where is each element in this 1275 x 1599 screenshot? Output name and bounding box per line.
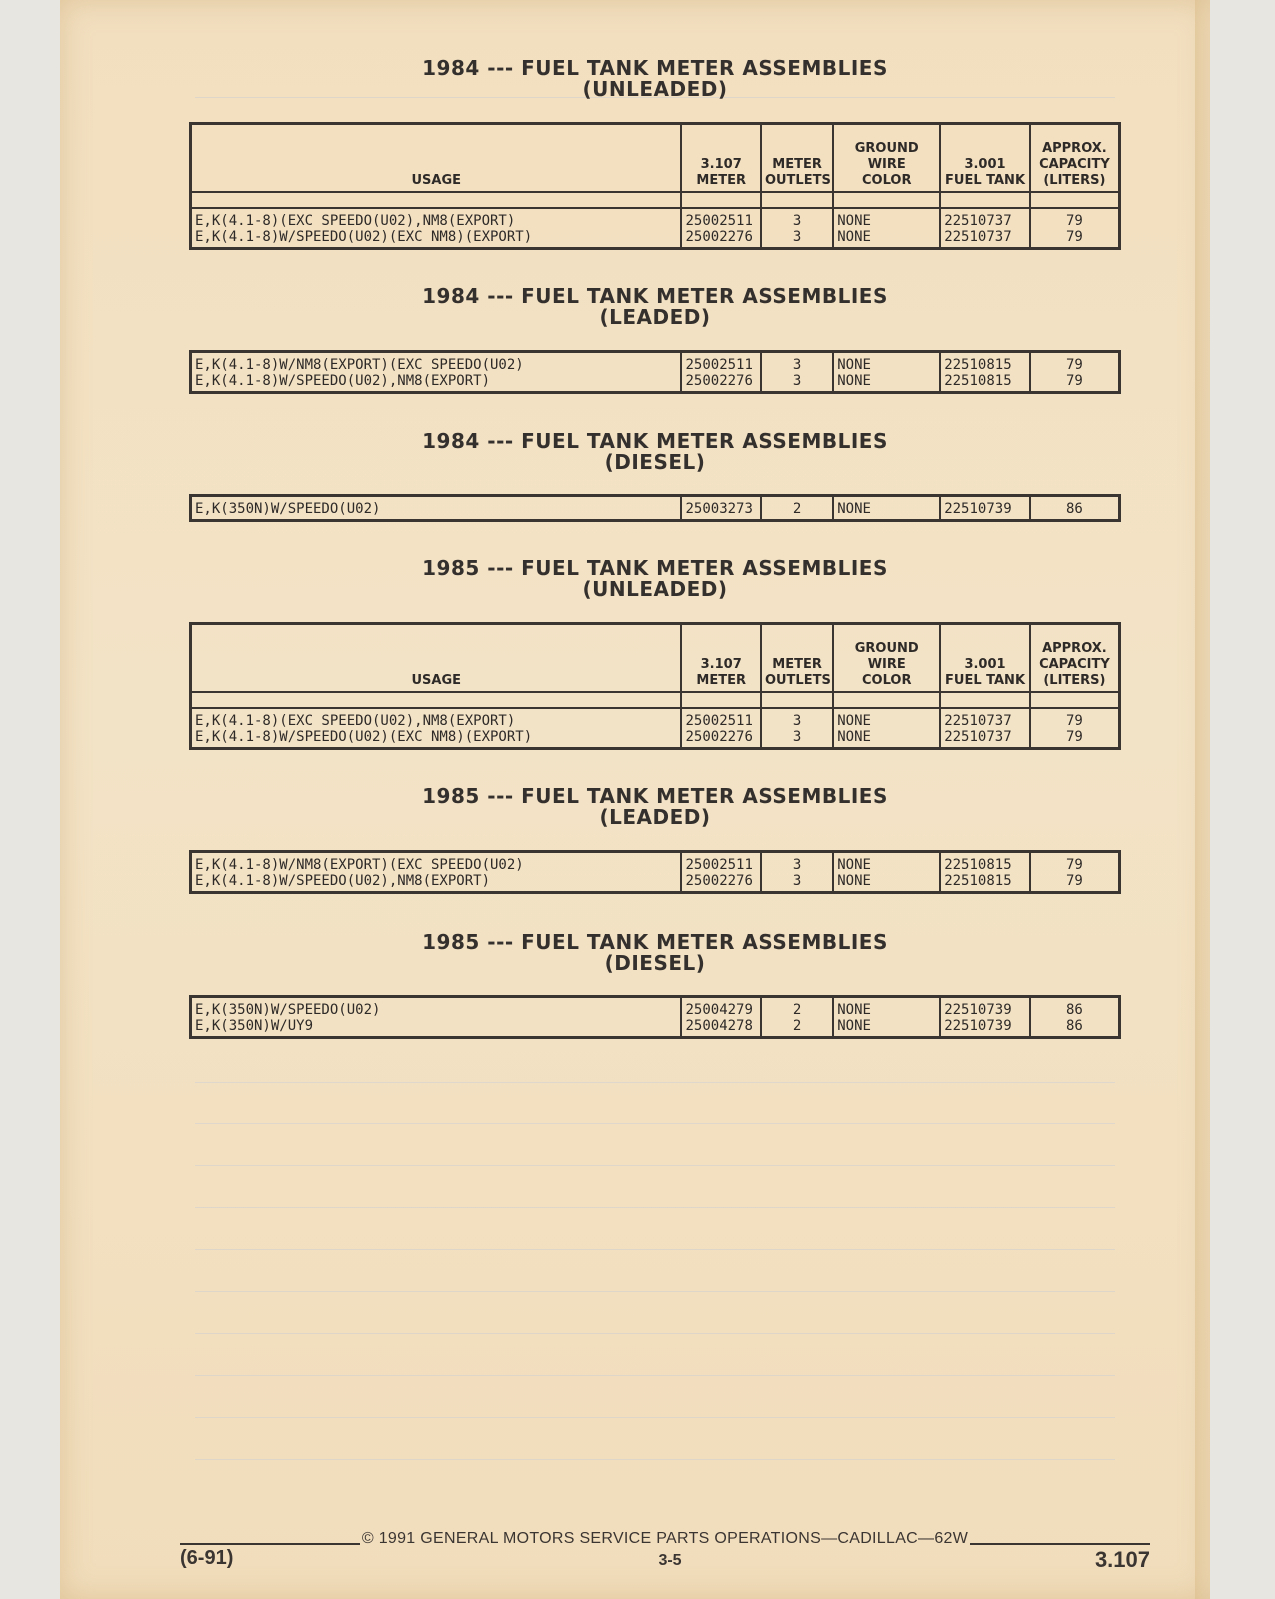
col-header-ground: GROUND WIRE COLOR xyxy=(833,624,940,693)
capacity-cell: 79 xyxy=(1065,213,1083,229)
usage-cell: E,K(350N)W/SPEEDO(U02) xyxy=(195,501,381,517)
section-title: 1984 --- FUEL TANK METER ASSEMBLIES xyxy=(422,284,888,308)
ground-cell: NONE xyxy=(837,213,871,229)
usage-cell: E,K(350N)W/SPEEDO(U02) xyxy=(195,1002,381,1018)
ground-cell: NONE xyxy=(837,729,871,745)
paper-edge xyxy=(1195,0,1210,1599)
usage-cell: E,K(4.1-8)W/SPEEDO(U02)(EXC NM8)(EXPORT) xyxy=(195,229,533,245)
ruled-line xyxy=(195,1249,1115,1250)
section-subtitle: (DIESEL) xyxy=(604,951,706,975)
section-title: 1985 --- FUEL TANK METER ASSEMBLIES xyxy=(422,556,888,580)
table-row xyxy=(191,997,1120,1038)
tank-cell: 22510739 xyxy=(944,1018,1012,1034)
section-subtitle: (LEADED) xyxy=(599,305,711,329)
section-title: 1984 --- FUEL TANK METER ASSEMBLIES xyxy=(422,429,888,453)
meter-cell: 25002276 xyxy=(685,873,753,889)
ruled-line xyxy=(195,1207,1115,1208)
section-subtitle: (LEADED) xyxy=(599,805,711,829)
ruled-line xyxy=(195,1333,1115,1334)
tank-cell: 22510815 xyxy=(944,857,1012,873)
col-header-outlets: METER OUTLETS xyxy=(761,124,833,193)
meter-cell: 25003273 xyxy=(685,501,753,517)
ground-cell: NONE xyxy=(837,501,871,517)
col-header-outlets: METER OUTLETS xyxy=(761,624,833,693)
col-header-meter: 3.107 METER xyxy=(681,624,760,693)
usage-cell: E,K(350N)W/UY9 xyxy=(195,1018,314,1034)
tank-cell: 22510737 xyxy=(944,229,1012,245)
usage-cell: E,K(4.1-8)W/NM8(EXPORT)(EXC SPEEDO(U02) xyxy=(195,357,524,373)
col-header-tank: 3.001 FUEL TANK xyxy=(940,124,1030,193)
ground-cell: NONE xyxy=(837,1002,871,1018)
ruled-line xyxy=(195,1123,1115,1124)
tank-cell: 22510737 xyxy=(944,213,1012,229)
capacity-cell: 79 xyxy=(1065,873,1083,889)
col-header-meter: 3.107 METER xyxy=(681,124,760,193)
capacity-cell: 79 xyxy=(1065,857,1083,873)
section-title: 1985 --- FUEL TANK METER ASSEMBLIES xyxy=(422,930,888,954)
capacity-cell: 79 xyxy=(1065,229,1083,245)
capacity-cell: 79 xyxy=(1065,357,1083,373)
footer-rule xyxy=(180,1543,360,1545)
col-header-capacity: APPROX. CAPACITY (LITERS) xyxy=(1030,624,1120,693)
table-row xyxy=(191,852,1120,893)
parts-table xyxy=(189,622,1121,750)
parts-table xyxy=(189,494,1121,522)
section-heading xyxy=(190,58,1120,100)
ruled-line xyxy=(195,1417,1115,1418)
ground-cell: NONE xyxy=(837,373,871,389)
col-header-tank: 3.001 FUEL TANK xyxy=(940,624,1030,693)
ground-cell: NONE xyxy=(837,873,871,889)
header-row xyxy=(191,124,1120,193)
section-heading xyxy=(190,558,1120,600)
tank-cell: 22510737 xyxy=(944,713,1012,729)
meter-cell: 25002276 xyxy=(685,229,753,245)
meter-cell: 25002511 xyxy=(685,713,753,729)
spacer-row xyxy=(191,192,1120,208)
section-title: 1984 --- FUEL TANK METER ASSEMBLIES xyxy=(422,56,888,80)
section-subtitle: (UNLEADED) xyxy=(582,77,728,101)
outlets-cell: 3 xyxy=(792,373,802,389)
section-subtitle: (UNLEADED) xyxy=(582,577,728,601)
outlets-cell: 3 xyxy=(792,873,802,889)
ground-cell: NONE xyxy=(837,1018,871,1034)
outlets-cell: 2 xyxy=(792,501,802,517)
col-header-usage: USAGE xyxy=(191,124,682,193)
meter-cell: 25002276 xyxy=(685,373,753,389)
ruled-line xyxy=(195,1082,1115,1083)
section-heading xyxy=(190,286,1120,328)
col-header-usage: USAGE xyxy=(191,624,682,693)
capacity-cell: 86 xyxy=(1065,1002,1083,1018)
meter-cell: 25002511 xyxy=(685,357,753,373)
ruled-line xyxy=(195,1375,1115,1376)
meter-cell: 25004278 xyxy=(685,1018,753,1034)
tank-cell: 22510739 xyxy=(944,1002,1012,1018)
outlets-cell: 2 xyxy=(792,1018,802,1034)
footer-section-number: 3.107 xyxy=(1094,1547,1150,1572)
parts-table xyxy=(189,122,1121,250)
ruled-line xyxy=(195,1459,1115,1460)
section-heading xyxy=(190,431,1120,473)
section-heading xyxy=(190,786,1120,828)
usage-cell: E,K(4.1-8)W/SPEEDO(U02)(EXC NM8)(EXPORT) xyxy=(195,729,533,745)
outlets-cell: 3 xyxy=(792,857,802,873)
table-row xyxy=(191,496,1120,521)
usage-cell: E,K(4.1-8)(EXC SPEEDO(U02),NM8(EXPORT) xyxy=(195,213,516,229)
parts-table xyxy=(189,850,1121,894)
usage-cell: E,K(4.1-8)W/NM8(EXPORT)(EXC SPEEDO(U02) xyxy=(195,857,524,873)
outlets-cell: 3 xyxy=(792,729,802,745)
capacity-cell: 79 xyxy=(1065,713,1083,729)
section-title: 1985 --- FUEL TANK METER ASSEMBLIES xyxy=(422,784,888,808)
col-header-capacity: APPROX. CAPACITY (LITERS) xyxy=(1030,124,1120,193)
ruled-line xyxy=(195,1291,1115,1292)
ground-cell: NONE xyxy=(837,713,871,729)
outlets-cell: 3 xyxy=(792,713,802,729)
capacity-cell: 86 xyxy=(1065,501,1083,517)
tank-cell: 22510737 xyxy=(944,729,1012,745)
meter-cell: 25004279 xyxy=(685,1002,753,1018)
capacity-cell: 86 xyxy=(1065,1018,1083,1034)
tank-cell: 22510815 xyxy=(944,373,1012,389)
ground-cell: NONE xyxy=(837,357,871,373)
table-row xyxy=(191,352,1120,393)
tank-cell: 22510739 xyxy=(944,501,1012,517)
section-heading xyxy=(190,932,1120,974)
meter-cell: 25002276 xyxy=(685,729,753,745)
usage-cell: E,K(4.1-8)(EXC SPEEDO(U02),NM8(EXPORT) xyxy=(195,713,516,729)
footer-rule xyxy=(970,1543,1150,1545)
meter-cell: 25002511 xyxy=(685,213,753,229)
capacity-cell: 79 xyxy=(1065,373,1083,389)
footer-page-number: 3-5 xyxy=(658,1552,682,1569)
section-subtitle: (DIESEL) xyxy=(604,450,706,474)
footer-copyright: © 1991 GENERAL MOTORS SERVICE PARTS OPERATIONS—CADILLAC—62W xyxy=(361,1530,969,1547)
usage-cell: E,K(4.1-8)W/SPEEDO(U02),NM8(EXPORT) xyxy=(195,873,491,889)
outlets-cell: 3 xyxy=(792,213,802,229)
capacity-cell: 79 xyxy=(1065,729,1083,745)
spacer-row xyxy=(191,692,1120,708)
ruled-line xyxy=(195,1165,1115,1166)
footer-date: (6-91) xyxy=(180,1547,234,1569)
usage-cell: E,K(4.1-8)W/SPEEDO(U02),NM8(EXPORT) xyxy=(195,373,491,389)
table-row xyxy=(191,208,1120,249)
outlets-cell: 3 xyxy=(792,357,802,373)
tank-cell: 22510815 xyxy=(944,357,1012,373)
outlets-cell: 3 xyxy=(792,229,802,245)
ground-cell: NONE xyxy=(837,229,871,245)
header-row xyxy=(191,624,1120,693)
meter-cell: 25002511 xyxy=(685,857,753,873)
table-row xyxy=(191,708,1120,749)
parts-table xyxy=(189,995,1121,1039)
parts-table xyxy=(189,350,1121,394)
outlets-cell: 2 xyxy=(792,1002,802,1018)
tank-cell: 22510815 xyxy=(944,873,1012,889)
col-header-ground: GROUND WIRE COLOR xyxy=(833,124,940,193)
ground-cell: NONE xyxy=(837,857,871,873)
